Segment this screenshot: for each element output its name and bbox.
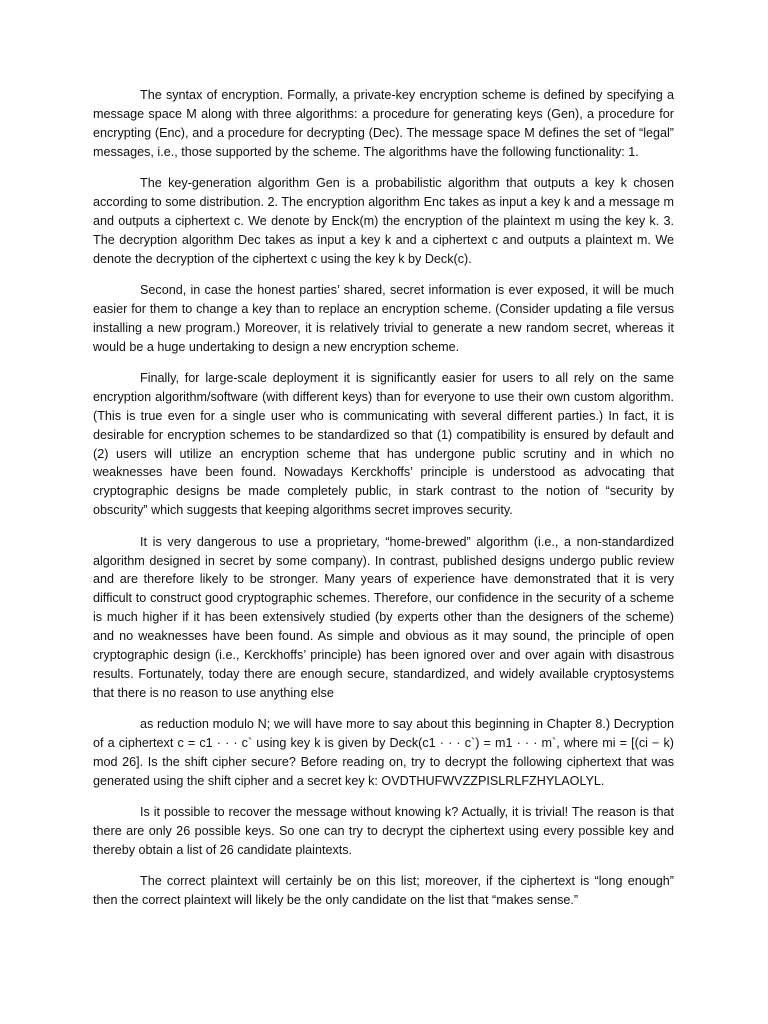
paragraph-key-generation: The key-generation algorithm Gen is a probabilistic algorithm that outputs a key k chosen according to some distribution. 2. The encryption algorithm Enc takes as input a key k and a message m and outputs a ciphertext c. We denote by Enck(m) the encryption of the plaintext m using the key k. 3. The decryption algorithm Dec takes as input a key k and a ciphertext c and outputs a plaintext m. We denote the decryption of the ciphertext c using the key k by Deck(c). xyxy=(93,176,674,266)
document-page xyxy=(93,86,674,910)
paragraph-standardization: Finally, for large-scale deployment it is significantly easier for users to all rely on the same encryption algorithm/software (with different keys) than for everyone to use their own custom algorithm. (This is true even for a single user who is communicating with several different parties.) In fact, it is desirable for encryption schemes to be standardized so that (1) compatibility is ensured by default and (2) users will utilize an encryption scheme that has undergone public scrutiny and in which no weaknesses have been found. Nowadays Kerckhoffs’ principle is understood as advocating that cryptographic designs be made completely public, in stark contrast to the notion of “security by obscurity” which suggests that keeping algorithms secret improves security. xyxy=(93,370,674,518)
paragraph-key-exposure: Second, in case the honest parties’ shared, secret information is ever exposed, it will be much easier for them to change a key than to replace an encryption scheme. (Consider updating a file versus installing a new program.) Moreover, it is relatively trivial to generate a new random secret, whereas it would be a huge undertaking to design a new encryption scheme. xyxy=(93,282,674,354)
paragraph-syntax-of-encryption: The syntax of encryption. Formally, a private-key encryption scheme is defined by specifying a message space M along with three algorithms: a procedure for generating keys (Gen), a procedure for encrypting (Enc), and a procedure for decrypting (Dec). The message space M defines the set of “legal” messages, i.e., those supported by the scheme. The algorithms have the following functionality: 1. xyxy=(93,88,674,159)
paragraph-brute-force: Is it possible to recover the message without knowing k? Actually, it is trivial! The reason is that there are only 26 possible keys. So one can try to decrypt the ciphertext using every possible key and thereby obtain a list of 26 candidate plaintexts. xyxy=(93,805,674,857)
paragraph-home-brewed: It is very dangerous to use a proprietary, “home-brewed” algorithm (i.e., a non-standardized algorithm designed in secret by some company). In contrast, published designs undergo public review and are therefore likely to be stronger. Many years of experience have demonstrated that it is very difficult to construct good cryptographic schemes. Therefore, our confidence in the security of a scheme is much higher if it has been extensively studied (by experts other than the designers of the scheme) and no weaknesses have been found. As simple and obvious as it may sound, the principle of open cryptographic design (i.e., Kerckhoffs’ principle) has been ignored over and over again with disastrous results. Fortunately, today there are enough secure, standardized, and widely available cryptosystems that there is no reason to use anything else xyxy=(93,534,674,700)
paragraph-shift-cipher: as reduction modulo N; we will have more to say about this beginning in Chapter 8.) Decryption of a ciphertext c = c1 · · · c` using key k is given by Deck(c1 · · · c`) = m1 · · · m`, where mi = [(ci − k) mod 26]. Is the shift cipher secure? Before reading on, try to decrypt the following ciphertext that was generated using the shift cipher and a secret key k: OVDTHUFWVZZPISLRLFZHYLAOLYL. xyxy=(93,717,674,788)
paragraph-correct-plaintext: The correct plaintext will certainly be on this list; moreover, if the ciphertext is “long enough” then the correct plaintext will likely be the only candidate on the list that “makes sense.” xyxy=(93,874,674,908)
